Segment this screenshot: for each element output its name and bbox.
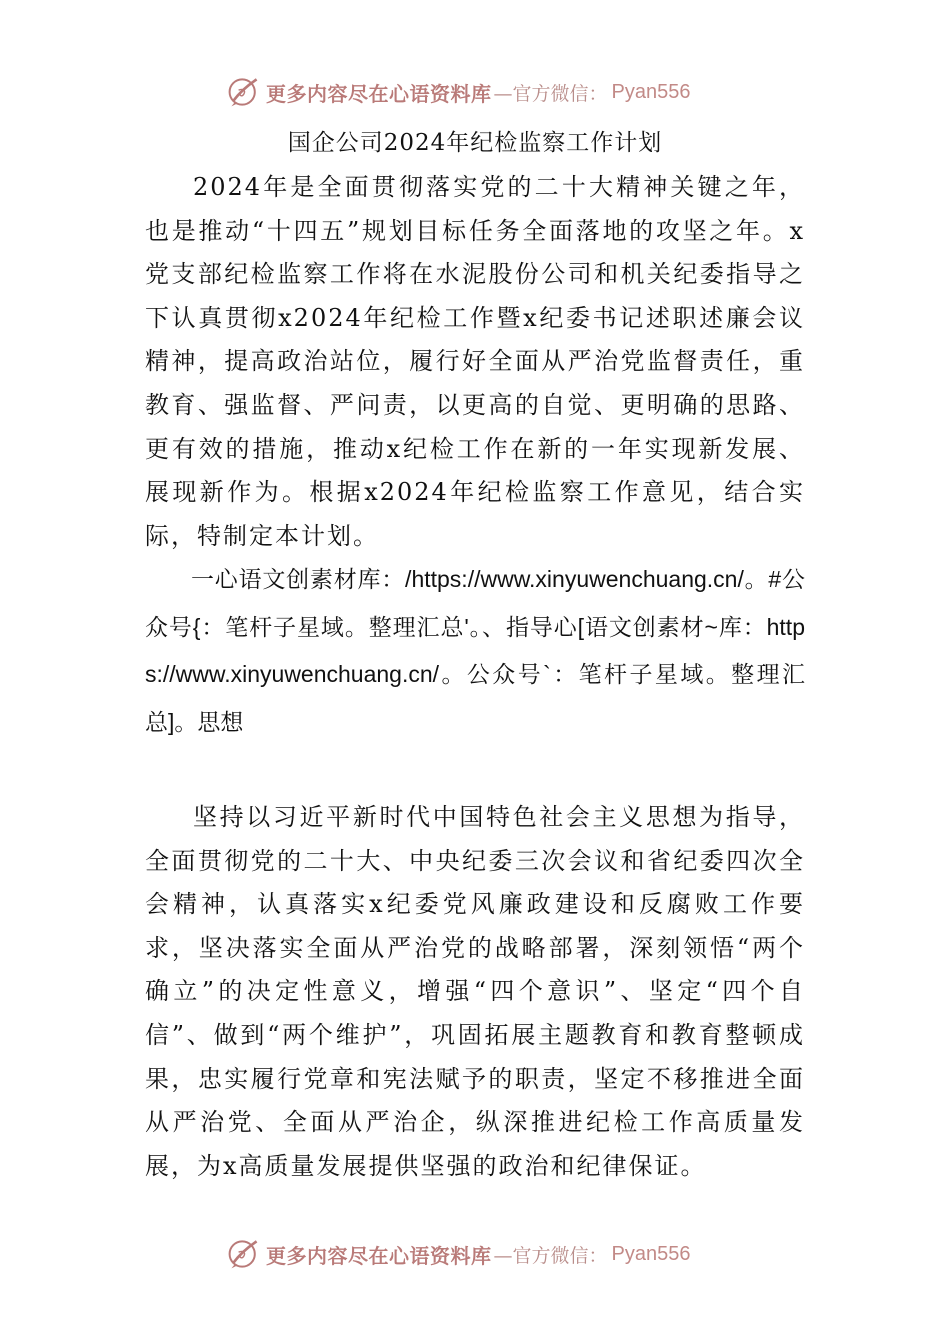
watermark-main-text: 更多内容尽在心语资料库 [266, 1243, 492, 1268]
watermark-wechat-id: Pyan556 [611, 80, 691, 103]
watermark-wechat-id: Pyan556 [611, 1242, 691, 1265]
watermark-official-label: —官方微信： [493, 82, 608, 105]
paragraph-intro: 2024年是全面贯彻落实党的二十大精神关键之年，也是推动“十四五”规划目标任务全面落地的攻坚之年。x党支部纪检监察工作将在水泥股份公司和机关纪委指导之下认真贯彻x2024年纪检工作暨x纪委书记述职述廉会议精神，提高政治站位，履行好全面从严治党监督责任，重教育、强监督、严问责，以更高的自觉、更明确的思路、更有效的措施，推动x纪检工作在新的一年实现新发展、展现新作为。根据x2024年纪检监察工作意见，结合实际，特制定本计划。 [145, 173, 805, 550]
watermark-footer [226, 1234, 690, 1274]
watermark-header [226, 72, 690, 112]
watermark-official-label: —官方微信： [493, 1244, 608, 1267]
pen-logo-icon [226, 1236, 262, 1272]
watermark-main-text: 更多内容尽在心语资料库 [266, 81, 492, 106]
paragraph-source-notice: 一心语文创素材库：/https://www.xinyuwenchuang.cn/。#公众号{：笔杆子星域。整理汇总'。、指导心[语文创素材~库：https://www.xinyuwenchuang.cn/。公众号`：笔杆子星域。整理汇总]。思想 [145, 566, 805, 735]
document-title: 国企公司2024年纪检监察工作计划 [287, 130, 663, 156]
paragraph-guiding-ideology: 坚持以习近平新时代中国特色社会主义思想为指导，全面贯彻党的二十大、中央纪委三次会议和省纪委四次全会精神，认真落实x纪委党风廉政建设和反腐败工作要求，坚决落实全面从严治党的战略部署，深刻领悟“两个确立”的决定性意义，增强“四个意识”、坚定“四个自信”、做到“两个维护”，巩固拓展主题教育和教育整顿成果，忠实履行党章和宪法赋予的职责，坚定不移推进全面从严治党、全面从严治企，纵深推进纪检工作高质量发展，为x高质量发展提供坚强的政治和纪律保证。 [145, 803, 805, 1180]
pen-logo-icon [226, 74, 262, 110]
